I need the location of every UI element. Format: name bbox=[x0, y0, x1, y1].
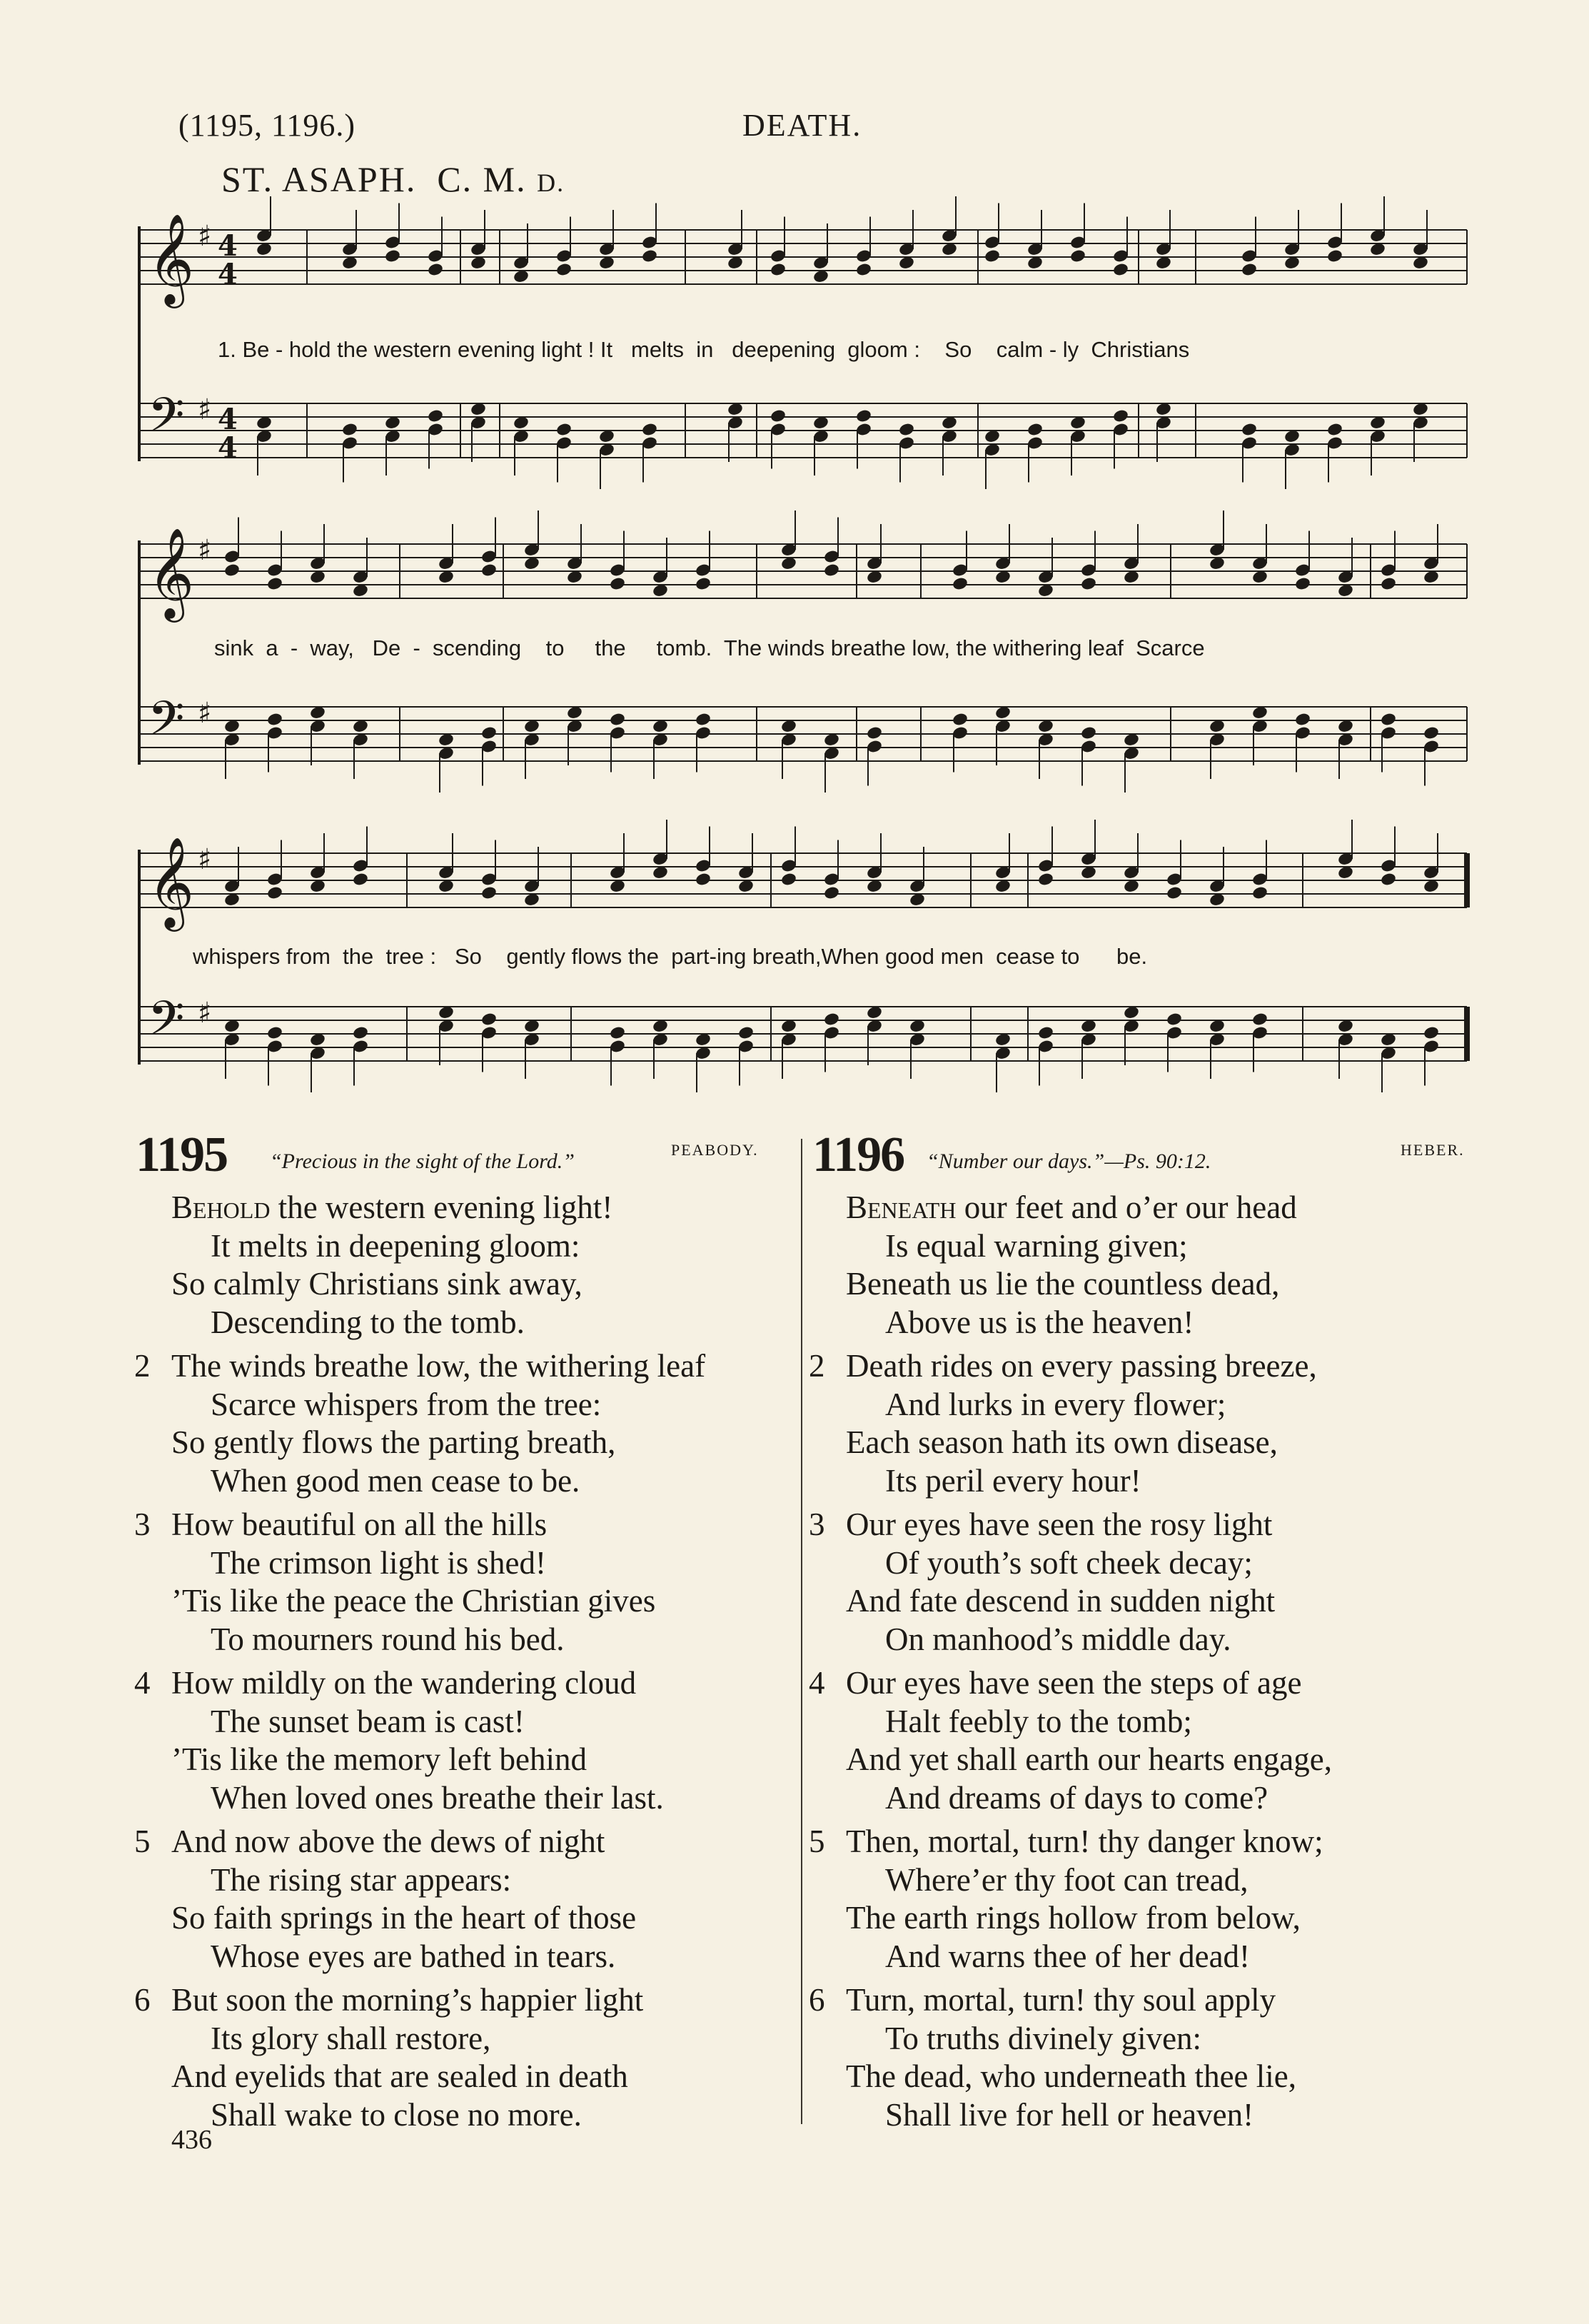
verse-line: Halt feebly to the tomb; bbox=[885, 1703, 1192, 1739]
note-head bbox=[266, 712, 283, 727]
verse-line: Its peril every hour! bbox=[885, 1462, 1141, 1499]
verse-line: Descending to the tomb. bbox=[211, 1304, 525, 1340]
note-head bbox=[1112, 408, 1129, 423]
lyric-line-1: 1. Be - hold the western evening light ! It melts in deepening gloom : So calm - ly Christians bbox=[218, 337, 1190, 362]
time-signature-top: 4 bbox=[218, 229, 238, 263]
verse-line: On manhood’s middle day. bbox=[885, 1621, 1231, 1657]
note-head bbox=[1251, 885, 1268, 900]
note-head bbox=[737, 1025, 755, 1040]
note-head bbox=[1026, 422, 1044, 437]
note-head bbox=[823, 1012, 840, 1027]
note-head bbox=[609, 712, 626, 727]
verse-line: The rising star appears: bbox=[211, 1861, 512, 1898]
verse-line: But soon the morning’s happier light bbox=[171, 1982, 644, 2018]
note-head bbox=[1080, 576, 1097, 591]
note-head bbox=[1241, 262, 1258, 277]
tune-meter: C. M. bbox=[437, 159, 527, 199]
verse-number: 5 bbox=[809, 1824, 825, 1859]
verse-line: ’Tis like the memory left behind bbox=[171, 1741, 587, 1777]
verse-line: Turn, mortal, turn! thy soul apply bbox=[846, 1982, 1276, 2018]
verse-line: Death rides on every passing breeze, bbox=[846, 1348, 1317, 1384]
note-head bbox=[480, 725, 498, 740]
time-signature-bottom: 4 bbox=[218, 431, 238, 465]
treble-clef: 𝄞 bbox=[148, 213, 195, 304]
hymn-author-1196: HEBER. bbox=[1401, 1141, 1465, 1159]
note-head bbox=[1166, 885, 1183, 900]
verse-line: Our eyes have seen the steps of age bbox=[846, 1665, 1302, 1701]
note-head bbox=[1294, 576, 1311, 591]
note-head bbox=[1112, 262, 1129, 277]
note-head bbox=[1166, 1012, 1183, 1027]
note-head bbox=[1037, 872, 1054, 887]
verse-line: Its glory shall restore, bbox=[211, 2020, 491, 2056]
hymn-reference-1195: “Precious in the sight of the Lord.” bbox=[270, 1150, 575, 1173]
note-head bbox=[1241, 422, 1258, 437]
note-head bbox=[352, 1025, 369, 1040]
verse-line: When good men cease to be. bbox=[211, 1462, 580, 1499]
note-head bbox=[1251, 1012, 1268, 1027]
verse-line: So calmly Christians sink away, bbox=[171, 1266, 582, 1302]
verse-number: 6 bbox=[809, 1982, 825, 2018]
note-head bbox=[266, 576, 283, 591]
note-head bbox=[984, 248, 1001, 263]
note-head bbox=[480, 885, 498, 900]
note-head bbox=[855, 408, 872, 423]
note-head bbox=[780, 872, 797, 887]
verse-number: 5 bbox=[134, 1824, 151, 1859]
column-divider bbox=[801, 1139, 802, 2124]
bass-clef: 𝄢 bbox=[148, 691, 185, 758]
verse-line: Each season hath its own disease, bbox=[846, 1424, 1278, 1460]
verse-line: The earth rings hollow from below, bbox=[846, 1900, 1301, 1936]
note-head bbox=[1294, 712, 1311, 727]
note-head bbox=[266, 1025, 283, 1040]
verse-line: And now above the dews of night bbox=[171, 1824, 605, 1859]
verse-line: How beautiful on all the hills bbox=[171, 1506, 548, 1542]
key-signature-sharp: ♯ bbox=[198, 393, 212, 426]
tune-meter-suffix: D. bbox=[537, 168, 565, 197]
note-head bbox=[855, 262, 872, 277]
verse-line: And dreams of days to come? bbox=[885, 1779, 1268, 1816]
note-head bbox=[480, 563, 498, 578]
note-head bbox=[1380, 872, 1397, 887]
verse-line: The crimson light is shed! bbox=[211, 1544, 546, 1581]
note-head bbox=[866, 725, 883, 740]
section-title: DEATH. bbox=[742, 108, 862, 143]
note-head bbox=[1069, 248, 1086, 263]
verse-line: And eyelids that are sealed in death bbox=[171, 2058, 628, 2094]
treble-clef: 𝄞 bbox=[148, 527, 195, 618]
note-head bbox=[341, 422, 358, 437]
key-signature-sharp: ♯ bbox=[198, 843, 212, 876]
verse-line: Shall live for hell or heaven! bbox=[885, 2096, 1254, 2133]
time-signature-bottom: 4 bbox=[218, 258, 238, 291]
verse-line: Behold the western evening light! bbox=[171, 1189, 613, 1225]
verse-line: To truths divinely given: bbox=[885, 2020, 1202, 2056]
note-head bbox=[555, 262, 572, 277]
key-signature-sharp: ♯ bbox=[198, 997, 212, 1030]
note-head bbox=[223, 563, 241, 578]
note-head bbox=[266, 885, 283, 900]
verse-line: And warns thee of her dead! bbox=[885, 1938, 1251, 1974]
note-head bbox=[1326, 422, 1343, 437]
verse-line: ’Tis like the peace the Christian gives bbox=[171, 1583, 656, 1619]
verse-line: Beneath us lie the countless dead, bbox=[846, 1266, 1280, 1302]
bass-clef: 𝄢 bbox=[148, 991, 185, 1057]
note-head bbox=[352, 872, 369, 887]
note-head bbox=[695, 872, 712, 887]
lyric-line-3: whispers from the tree : So gently flows the part-ing breath,When good men cease to be. bbox=[193, 944, 1148, 969]
verse-line: Of youth’s soft cheek decay; bbox=[885, 1544, 1253, 1581]
verse-line: And fate descend in sudden night bbox=[846, 1583, 1276, 1619]
note-head bbox=[480, 1012, 498, 1027]
verse-line: How mildly on the wandering cloud bbox=[171, 1665, 637, 1701]
verse-number: 3 bbox=[809, 1506, 825, 1542]
note-head bbox=[1380, 576, 1397, 591]
note-head bbox=[1326, 248, 1343, 263]
verse-number: 2 bbox=[809, 1348, 825, 1384]
note-head bbox=[1380, 712, 1397, 727]
note-head bbox=[427, 262, 444, 277]
note-head bbox=[770, 408, 787, 423]
verse-line: The dead, who underneath thee lie, bbox=[846, 2058, 1296, 2094]
hymn-number-1196: 1196 bbox=[812, 1127, 904, 1182]
key-signature-sharp: ♯ bbox=[198, 220, 212, 253]
verse-line: Above us is the heaven! bbox=[885, 1304, 1194, 1340]
verse-line: So faith springs in the heart of those bbox=[171, 1900, 637, 1936]
note-head bbox=[609, 576, 626, 591]
key-signature-sharp: ♯ bbox=[198, 534, 212, 567]
verse-line: Where’er thy foot can tread, bbox=[885, 1861, 1248, 1898]
note-head bbox=[952, 576, 969, 591]
note-head bbox=[770, 262, 787, 277]
note-head bbox=[695, 712, 712, 727]
note-head bbox=[695, 576, 712, 591]
note-head bbox=[641, 248, 658, 263]
hymn-author-1195: PEABODY. bbox=[671, 1141, 759, 1159]
note-head bbox=[1423, 1025, 1440, 1040]
note-head bbox=[641, 422, 658, 437]
verse-number: 4 bbox=[134, 1665, 151, 1701]
verse-line: And lurks in every flower; bbox=[885, 1386, 1226, 1422]
verse-line: The sunset beam is cast! bbox=[211, 1703, 525, 1739]
verse-line: Shall wake to close no more. bbox=[211, 2096, 582, 2133]
verse-line: When loved ones breathe their last. bbox=[211, 1779, 664, 1816]
note-head bbox=[898, 422, 915, 437]
verse-number: 6 bbox=[134, 1982, 151, 2018]
page-number: 436 bbox=[171, 2125, 212, 2155]
verse-line: So gently flows the parting breath, bbox=[171, 1424, 616, 1460]
note-head bbox=[427, 408, 444, 423]
note-head bbox=[1423, 725, 1440, 740]
verse-line: Our eyes have seen the rosy light bbox=[846, 1506, 1273, 1542]
verse-line: To mourners round his bed. bbox=[211, 1621, 565, 1657]
verse-number: 4 bbox=[809, 1665, 825, 1701]
hymn-reference-1196: “Number our days.”—Ps. 90:12. bbox=[927, 1150, 1211, 1173]
verse-line: And yet shall earth our hearts engage, bbox=[846, 1741, 1332, 1777]
note-head bbox=[555, 422, 572, 437]
note-head bbox=[609, 1025, 626, 1040]
verse-line: Whose eyes are bathed in tears. bbox=[211, 1938, 616, 1974]
note-head bbox=[1037, 1025, 1054, 1040]
verse-line: Beneath our feet and o’er our head bbox=[846, 1189, 1297, 1225]
bass-clef: 𝄢 bbox=[148, 388, 185, 454]
note-head bbox=[1080, 725, 1097, 740]
tune-name: ST. ASAPH. bbox=[221, 159, 417, 199]
verse-line: Scarce whispers from the tree: bbox=[211, 1386, 602, 1422]
hymn-number-1195: 1195 bbox=[136, 1127, 228, 1182]
time-signature-top: 4 bbox=[218, 403, 238, 436]
treble-clef: 𝄞 bbox=[148, 836, 195, 927]
verse-line: It melts in deepening gloom: bbox=[211, 1227, 580, 1264]
verse-number: 3 bbox=[134, 1506, 151, 1542]
verse-number: 2 bbox=[134, 1348, 151, 1384]
verse-line: Is equal warning given; bbox=[885, 1227, 1188, 1264]
hymn-range: (1195, 1196.) bbox=[178, 108, 356, 143]
lyric-line-2: sink a - way, De - scending to the tomb. The winds breathe low, the withering leaf Scarce bbox=[214, 635, 1205, 660]
note-head bbox=[384, 248, 401, 263]
key-signature-sharp: ♯ bbox=[198, 697, 212, 730]
verse-line: Then, mortal, turn! thy danger know; bbox=[846, 1824, 1323, 1859]
note-head bbox=[952, 712, 969, 727]
verse-line: The winds breathe low, the withering leaf bbox=[171, 1348, 706, 1384]
note-head bbox=[823, 885, 840, 900]
note-head bbox=[823, 563, 840, 578]
